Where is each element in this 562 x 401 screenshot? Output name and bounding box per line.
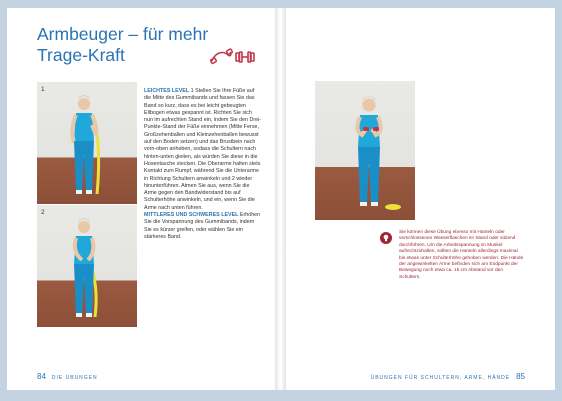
medium-level-text: Erhöhen Sie die Vorspannung des Gummibands, indem Sie es kürzer greifen, oder wählen Sie ein stärkeres Band. [144,212,261,240]
exercise-photo-step-1 [37,82,137,204]
medium-level-paragraph [144,212,262,241]
tip-text: Sie können diese Übung ebenso mit Hanteln oder verschlossenen Wasserflaschen im Stand oder sitzend durchführen. Um die Arbeitsspannung im Muskel aufrechtzuhalten, sollten die Hanteln allerdings maximal bis etwas unter Schulterhöhe gehoben werden. Die Hände der angewinkelten Arme befinden sich am Endpunkt der Bewegung noch etwa ca. 15 cm Abstand vor den Schultern. [399,230,524,280]
section-name: DIE ÜBUNGEN [51,375,98,381]
easy-level-paragraph [144,88,262,212]
photo-step-number: 1 [41,86,45,93]
exercise-photo-step-2 [37,205,137,327]
exercise-title [37,24,217,66]
section-name: ÜBUNGEN FÜR SCHULTERN, ARME, HÄNDE [370,375,511,381]
title-line-1: Armbeuger – für mehr [37,24,209,44]
equipment-icons [210,47,256,65]
left-page [7,8,275,390]
page-number: 85 [516,372,525,381]
page-footer-left [37,372,98,381]
lightbulb-icon [380,231,392,243]
title-line-2: Trage-Kraft [37,45,125,65]
dumbbell-icon [236,52,254,62]
woman-with-band-figure [37,82,137,204]
instruction-text [144,88,262,241]
right-page [286,8,555,390]
woman-with-band-figure [37,205,137,327]
resistance-band-icon [210,49,232,64]
woman-with-dumbbells-figure [315,81,415,220]
exercise-photo-dumbbells [315,81,415,220]
page-footer-right [371,372,525,381]
easy-level-text: 1 Stellen Sie Ihre Füße auf die Mitte des Gummibands und fassen Sie das Band so kurz, dass es bei leicht gebeugten Ellbogen etwas gespannt ist. Richten Sie sich nun im aufrechten Stand ein, indem Sie den Drei-Punkte-Stand der Füße einnehmen (Mitte Ferse, Großzehenballen und Kleinzehenballen bewusst auf den Boden setzen) und das Brustbein nach vorn-oben anheben, sodass die Schultern nach hinten-unten gleiten, als würden Sie diese in die Hosentasche stecken. Die Oberarme halten stets Kontakt zum Rumpf, während Sie die Unterarme in Richtung Schultern anwinkeln und 2 wieder hinunterführen. Atmen Sie aus, wenn Sie die Arme gegen den Bandwiderstand bis auf Schulterhöhe anwinkeln, und ein, wenn Sie die Arme nach unten führen. [144,88,262,211]
easy-level-heading: LEICHTES LEVEL [144,88,190,94]
page-number: 84 [37,372,46,381]
medium-level-heading: MITTLERES UND SCHWERES LEVEL [144,212,239,219]
book-gutter [275,8,286,390]
photo-step-number: 2 [41,209,45,216]
